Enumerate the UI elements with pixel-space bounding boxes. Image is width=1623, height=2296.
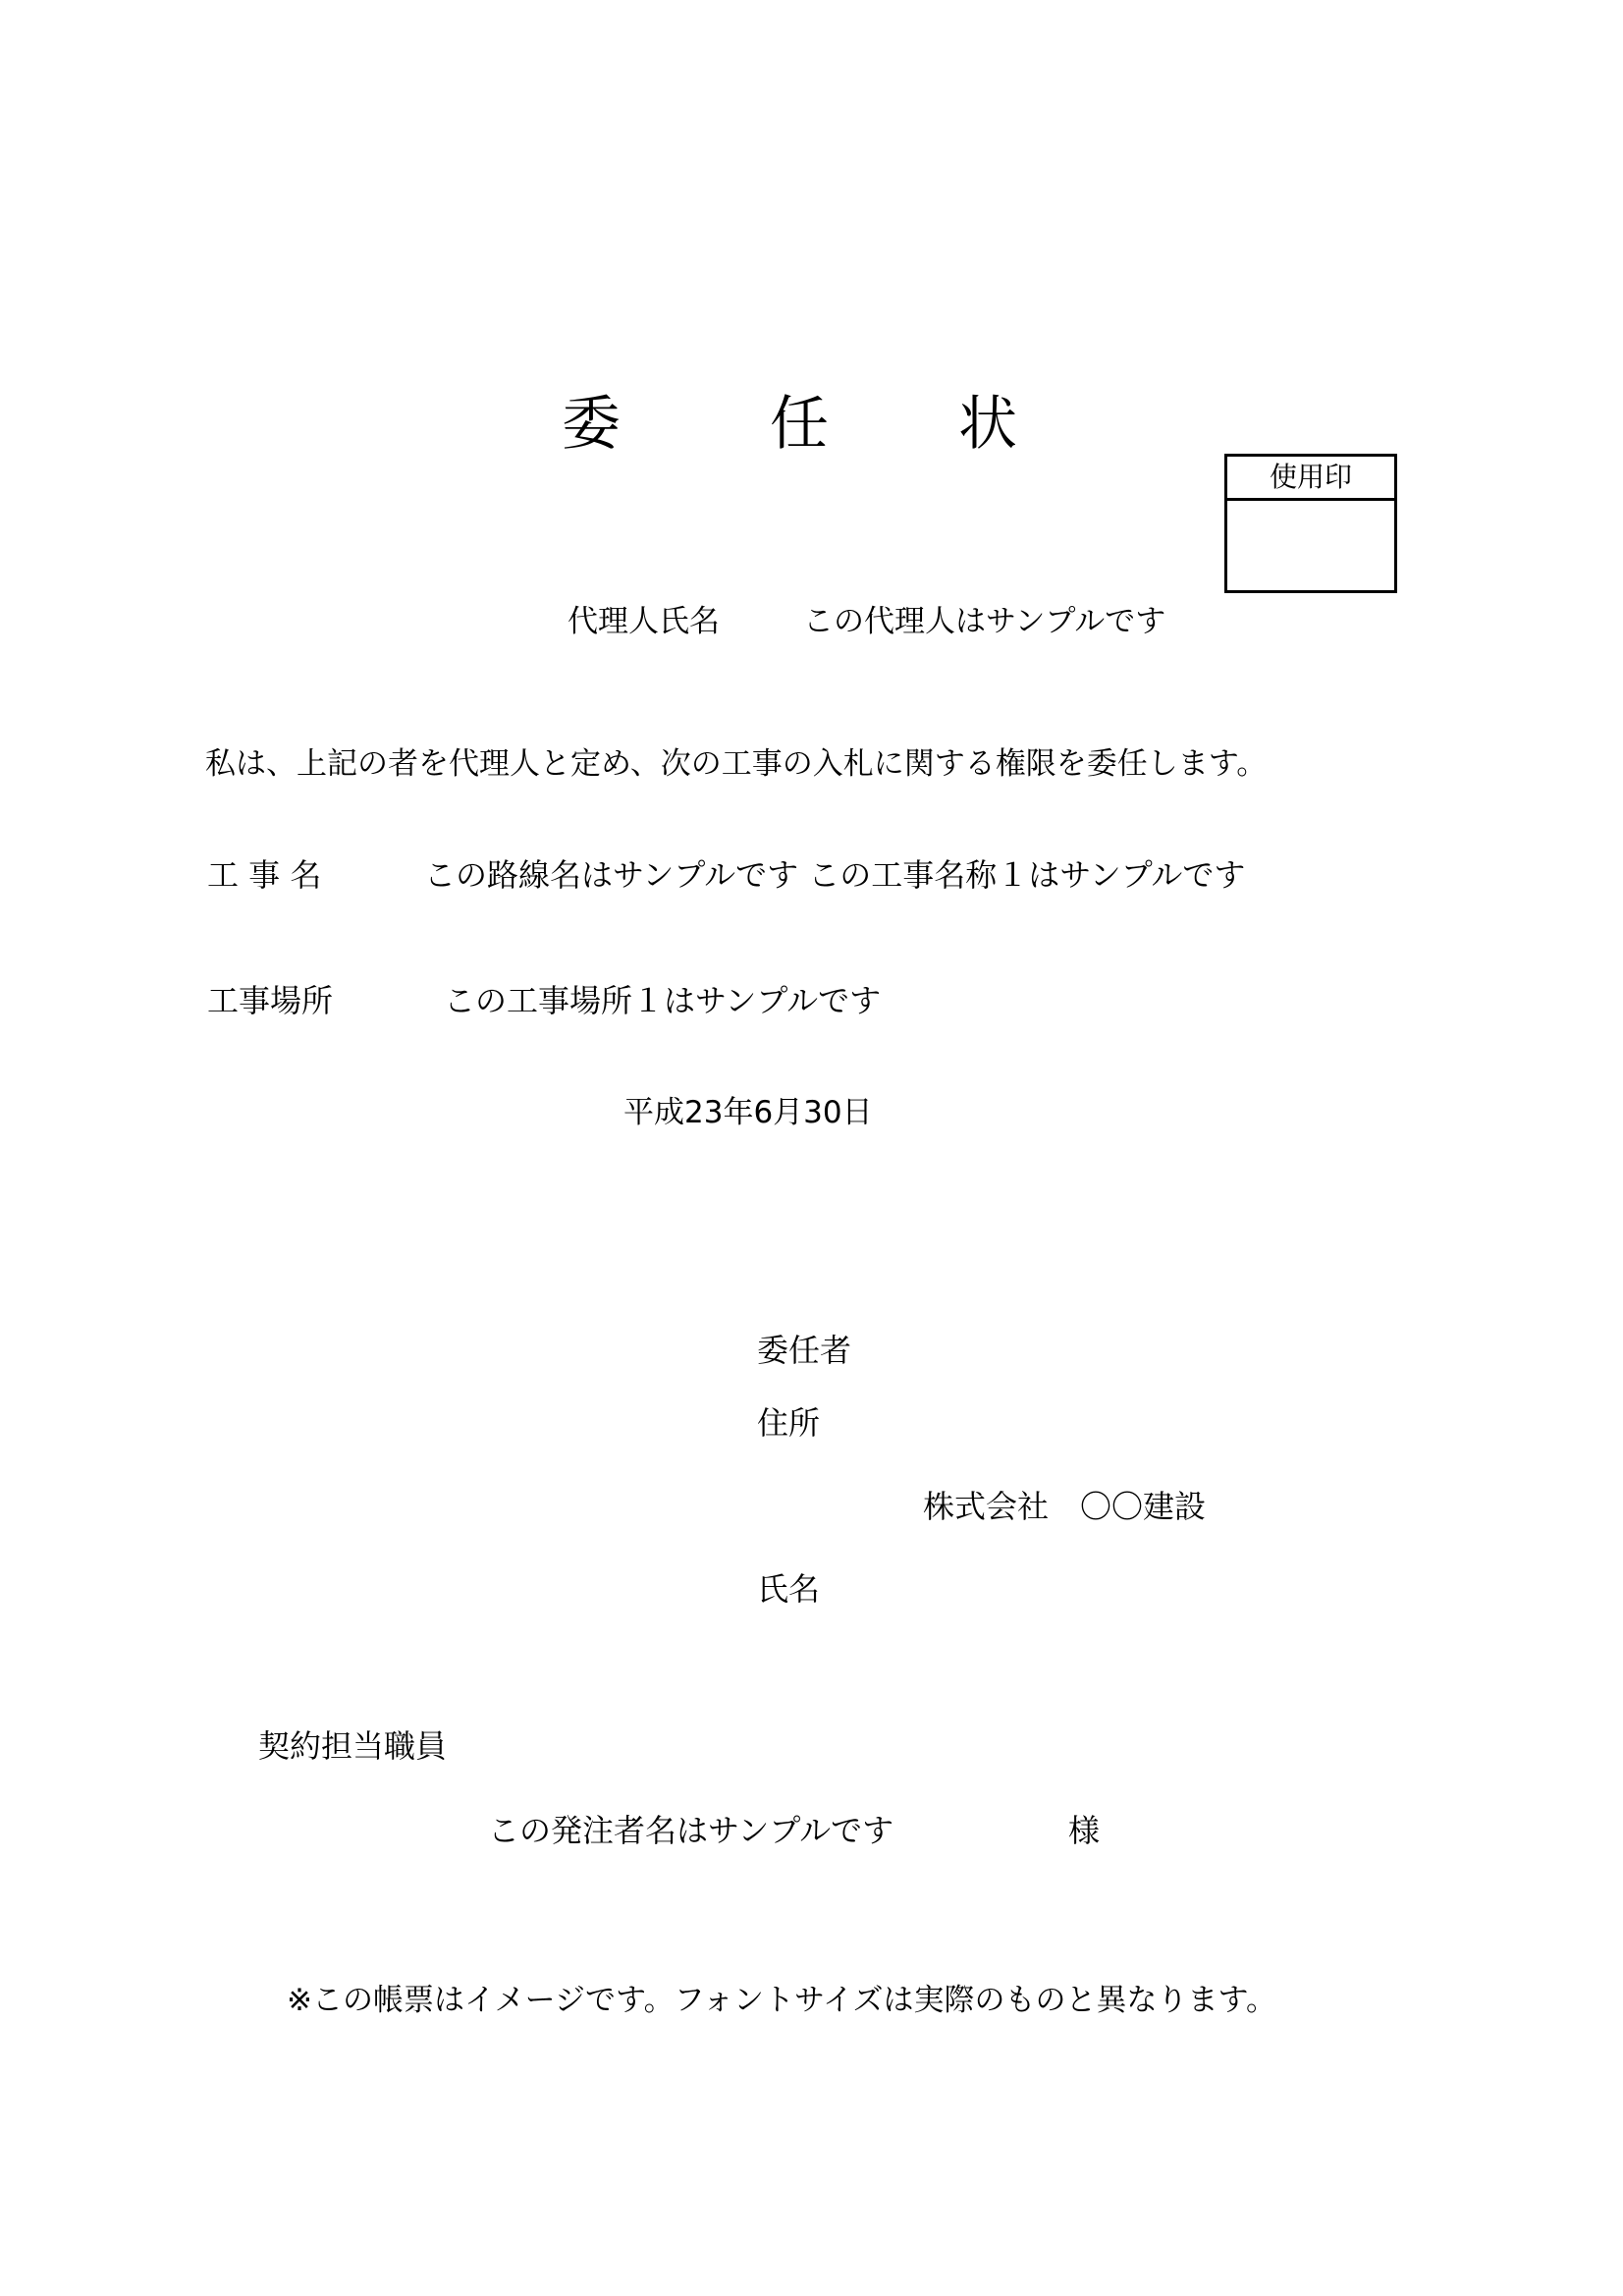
- delegation-statement: 私は、上記の者を代理人と定め、次の工事の入札に関する権限を委任します。: [205, 746, 1268, 782]
- work-name-label: 工 事 名: [207, 856, 322, 894]
- title-char-2: 任: [770, 390, 829, 459]
- seal-box: [1224, 454, 1397, 593]
- agent-label: 代理人氏名: [568, 604, 720, 639]
- name-label: 氏名: [757, 1570, 821, 1608]
- company-name: 株式会社 〇〇建設: [923, 1488, 1207, 1525]
- work-name-value: この路線名はサンプルです この工事名称１はサンプルです: [424, 856, 1246, 894]
- title-char-1: 委: [562, 390, 621, 459]
- address-label: 住所: [757, 1404, 821, 1442]
- image-notice: ※この帳票はイメージです。フォントサイズは実際のものと異なります。: [287, 1983, 1277, 2018]
- principal-label: 委任者: [757, 1332, 852, 1369]
- title-char-3: 状: [958, 390, 1017, 459]
- recipient-name: この発注者名はサンプルです: [488, 1812, 894, 1849]
- recipient-honorific: 様: [1068, 1812, 1101, 1849]
- issue-date: 平成23年6月30日: [623, 1095, 873, 1130]
- seal-label: 使用印: [1227, 457, 1394, 501]
- recipient-label: 契約担当職員: [258, 1727, 448, 1765]
- agent-name: この代理人はサンプルです: [803, 604, 1166, 639]
- work-place-label: 工事場所: [207, 982, 334, 1019]
- work-place-value: この工事場所１はサンプルです: [444, 982, 882, 1019]
